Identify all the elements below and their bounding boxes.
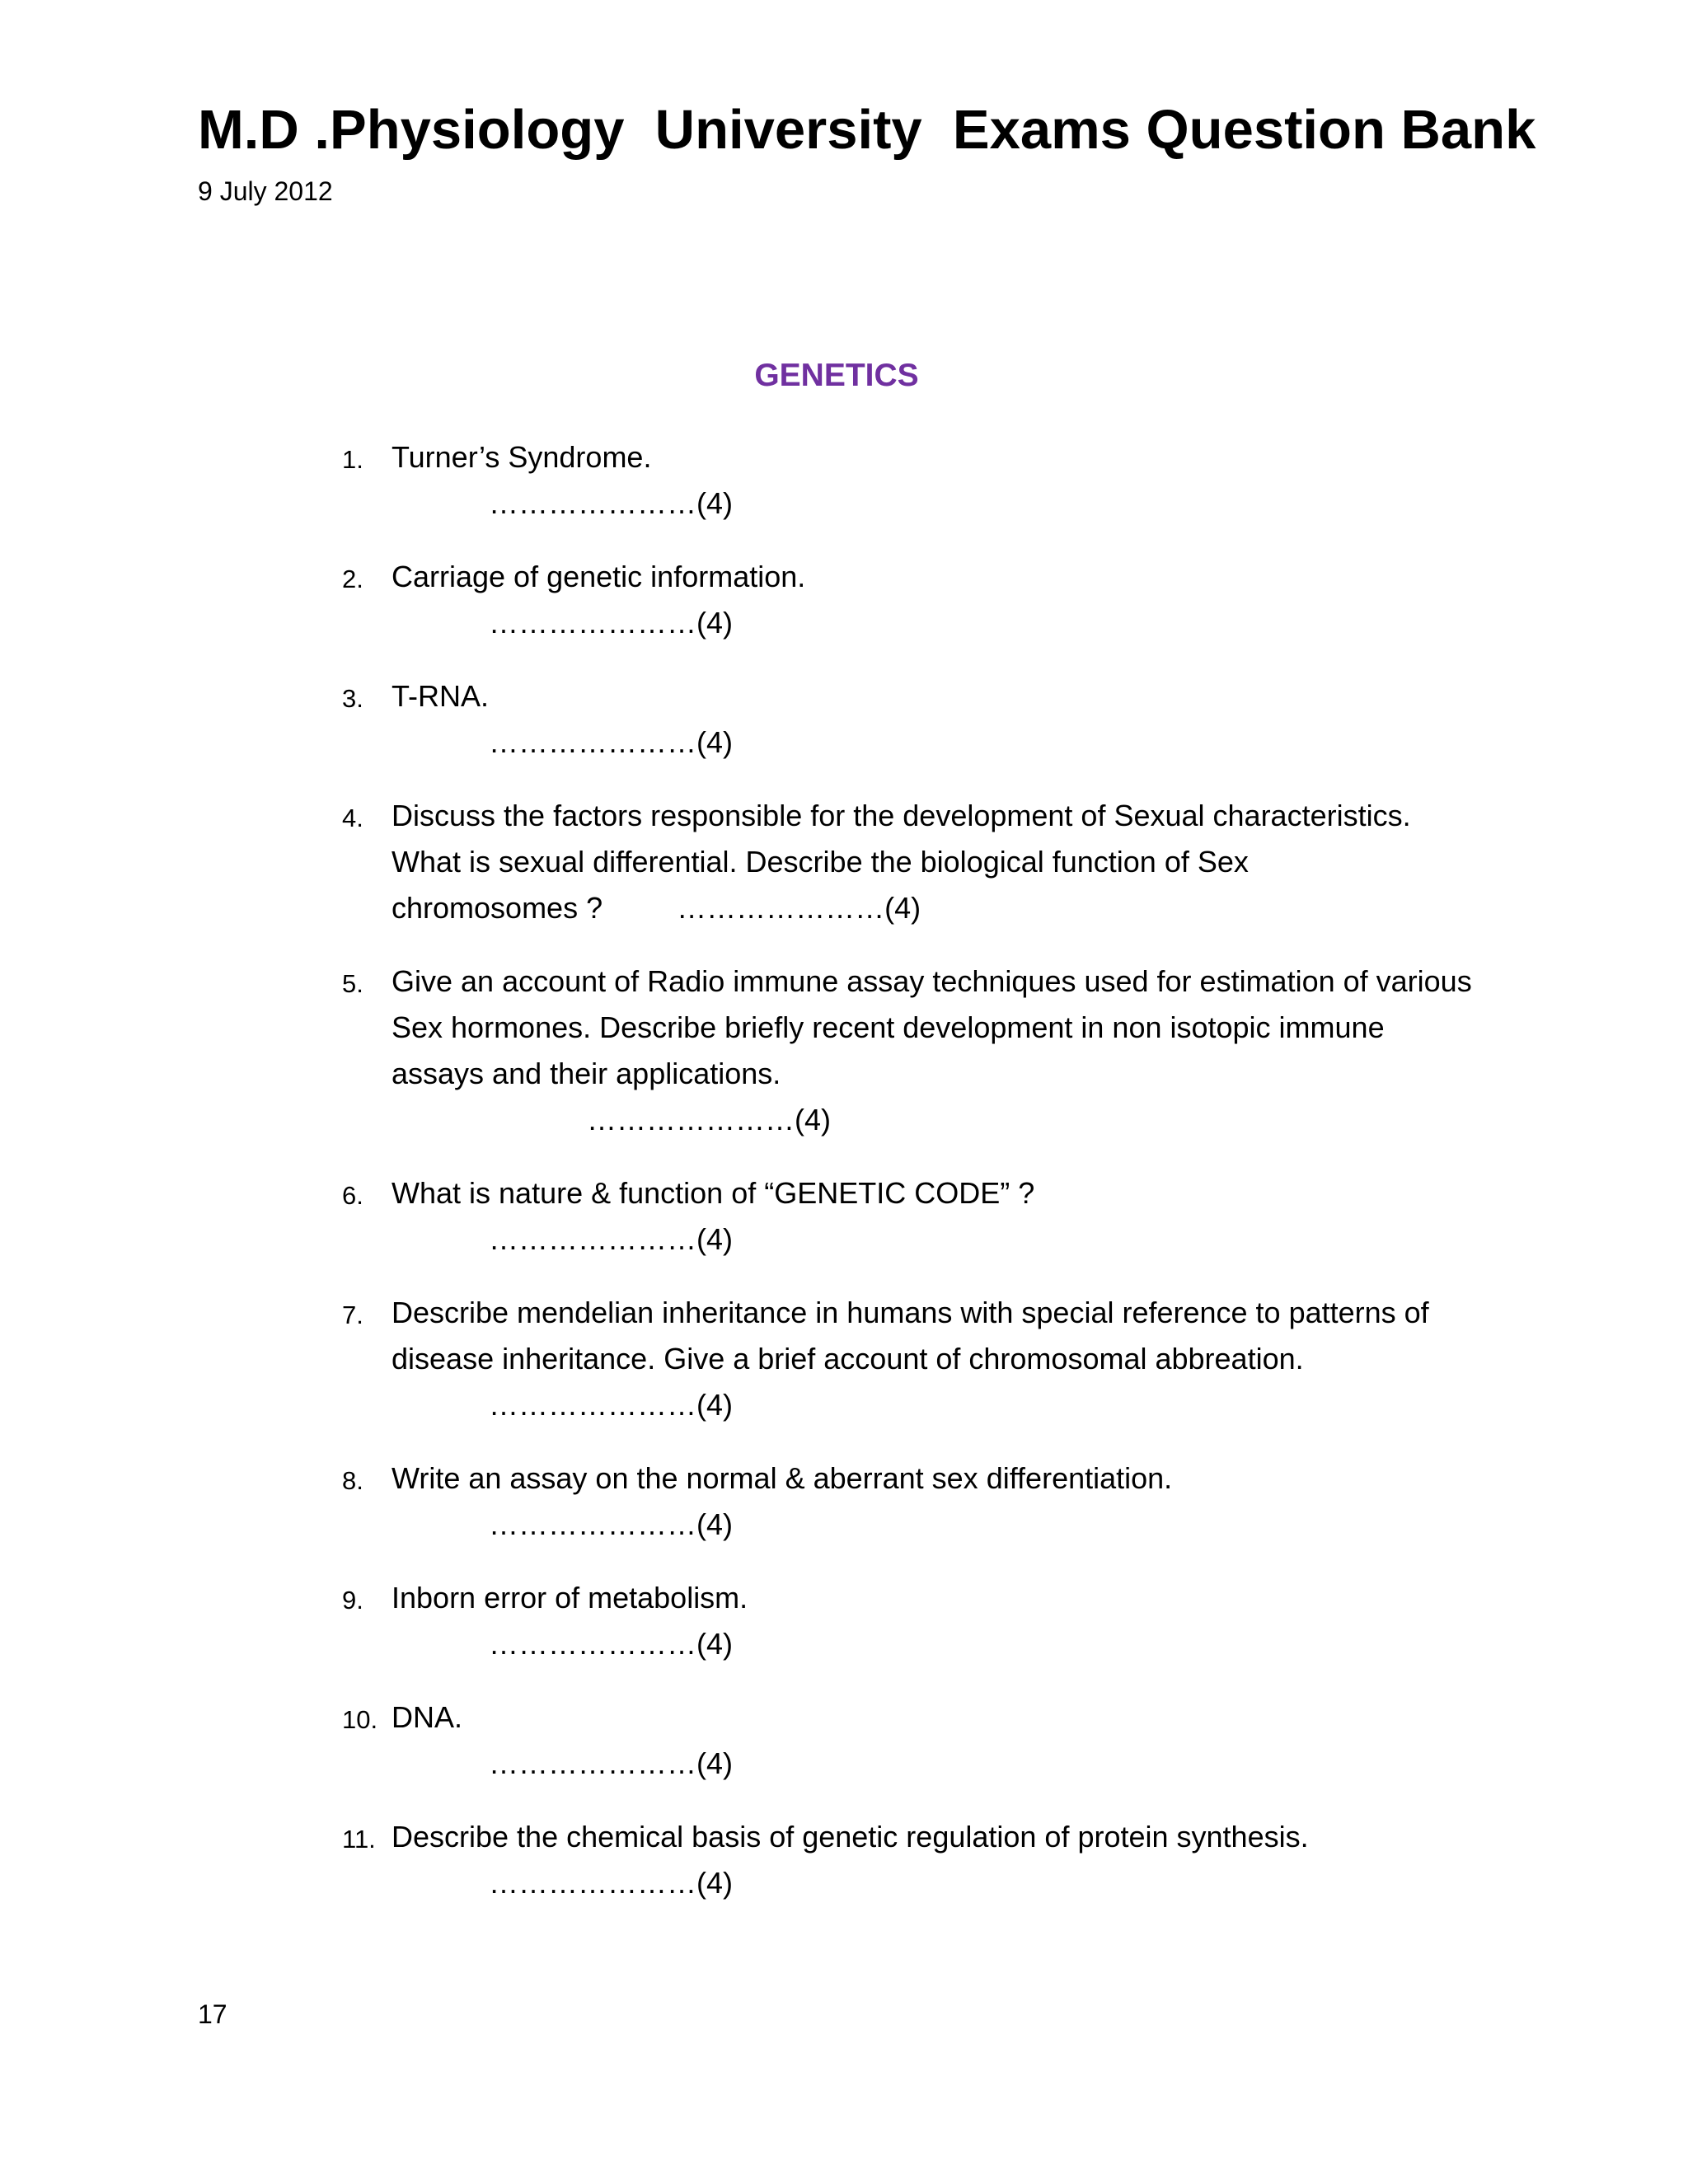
question-text: What is nature & function of “GENETIC CODE” ? bbox=[392, 1176, 1035, 1210]
question-item bbox=[342, 793, 1496, 931]
question-marks: …………………(4) bbox=[489, 486, 733, 520]
question-item bbox=[342, 554, 1496, 646]
question-number: 1. bbox=[342, 445, 363, 474]
question-marks: …………………(4) bbox=[677, 891, 921, 925]
question-text: Carriage of genetic information. bbox=[392, 560, 806, 593]
question-marks: …………………(4) bbox=[489, 1507, 733, 1541]
question-text: DNA. bbox=[392, 1700, 463, 1734]
question-item bbox=[342, 1170, 1496, 1263]
question-item bbox=[342, 434, 1496, 527]
question-item bbox=[342, 1814, 1496, 1906]
question-text-with-marks bbox=[392, 885, 1496, 931]
question-item bbox=[342, 958, 1496, 1143]
question-text: chromosomes ? bbox=[392, 891, 603, 925]
document-date: 9 July 2012 bbox=[198, 176, 333, 206]
question-number: 5. bbox=[342, 969, 363, 998]
question-text: What is sexual differential. Describe the biological function of Sex bbox=[392, 845, 1249, 879]
question-item bbox=[342, 1694, 1496, 1787]
question-number: 6. bbox=[342, 1181, 363, 1210]
question-text: Give an account of Radio immune assay techniques used for estimation of various bbox=[392, 964, 1472, 998]
question-text: Describe the chemical basis of genetic regulation of protein synthesis. bbox=[392, 1820, 1309, 1854]
question-item bbox=[342, 1575, 1496, 1667]
question-list bbox=[342, 434, 1496, 1933]
question-number: 2. bbox=[342, 565, 363, 593]
page-number: 17 bbox=[198, 1999, 227, 2029]
question-text: Write an assay on the normal & aberrant sex differentiation. bbox=[392, 1461, 1173, 1495]
question-item bbox=[342, 1455, 1496, 1548]
question-text: T-RNA. bbox=[392, 679, 490, 713]
section-heading: GENETICS bbox=[754, 358, 919, 393]
question-number: 4. bbox=[342, 804, 363, 832]
question-marks: …………………(4) bbox=[489, 725, 733, 759]
question-marks: …………………(4) bbox=[489, 1627, 733, 1661]
question-number: 8. bbox=[342, 1466, 363, 1495]
question-text: assays and their applications. bbox=[392, 1057, 781, 1090]
question-text: Sex hormones. Describe briefly recent development in non isotopic immune bbox=[392, 1010, 1385, 1044]
question-number: 11. bbox=[342, 1825, 376, 1854]
question-text: Describe mendelian inheritance in humans with special reference to patterns of bbox=[392, 1296, 1429, 1329]
question-text: disease inheritance. Give a brief account of chromosomal abbreation. bbox=[392, 1342, 1304, 1376]
question-marks: …………………(4) bbox=[489, 1222, 733, 1256]
question-text: Inborn error of metabolism. bbox=[392, 1581, 748, 1615]
question-marks: …………………(4) bbox=[587, 1103, 831, 1137]
question-text: Turner’s Syndrome. bbox=[392, 440, 652, 474]
question-number: 10. bbox=[342, 1705, 378, 1734]
question-text: Discuss the factors responsible for the development of Sexual characteristics. bbox=[392, 799, 1411, 832]
question-number: 7. bbox=[342, 1301, 363, 1329]
question-marks: …………………(4) bbox=[489, 606, 733, 640]
document-title: M.D .Physiology University Exams Question Bank bbox=[198, 99, 1536, 161]
question-marks: …………………(4) bbox=[489, 1866, 733, 1900]
question-number: 9. bbox=[342, 1586, 363, 1615]
question-item bbox=[342, 1290, 1496, 1428]
question-marks: …………………(4) bbox=[489, 1388, 733, 1422]
question-number: 3. bbox=[342, 684, 363, 713]
question-marks: …………………(4) bbox=[489, 1746, 733, 1780]
question-item bbox=[342, 673, 1496, 766]
